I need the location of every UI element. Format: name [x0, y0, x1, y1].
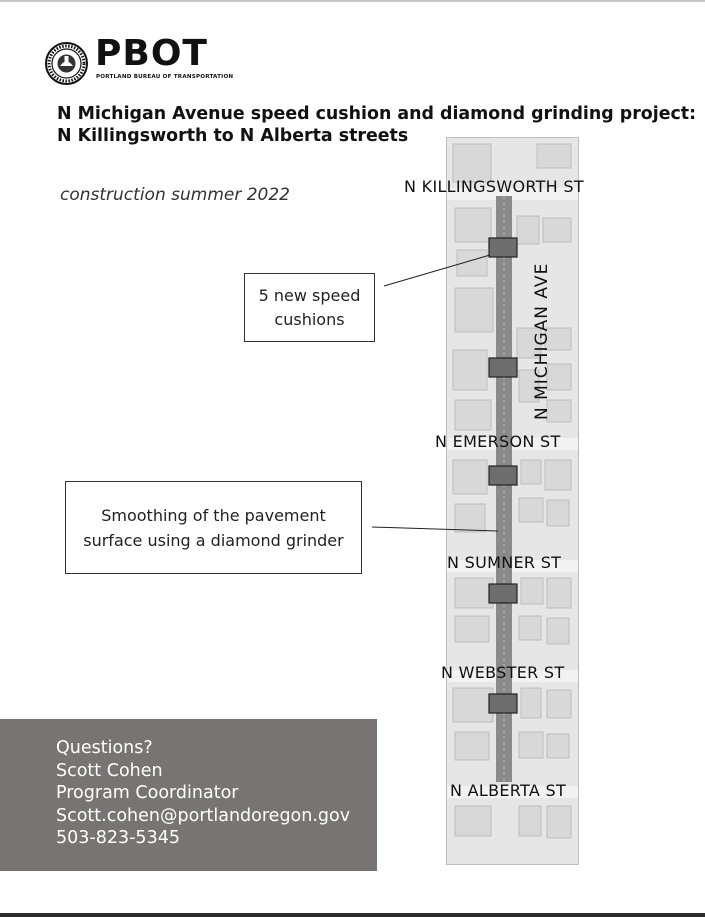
title-line-1: N Michigan Avenue speed cushion and diamond grinding project:: [57, 104, 697, 124]
city-seal-icon: [45, 42, 88, 85]
top-rule: [0, 0, 705, 2]
page-title: [57, 103, 697, 147]
project-map: [446, 137, 579, 865]
speed-cushion: [489, 358, 517, 377]
title-line-2: N Killingsworth to N Alberta streets: [57, 126, 409, 146]
contact-phone[interactable]: 503-823-5345: [56, 828, 180, 848]
contact-name: Scott Cohen: [56, 760, 163, 781]
map-graphic: [447, 138, 578, 864]
speed-cushion: [489, 238, 517, 257]
contact-role: Program Coordinator: [56, 783, 239, 803]
label-sumner: N SUMNER ST: [447, 553, 562, 572]
label-emerson: N EMERSON ST: [435, 432, 561, 451]
construction-note: construction summer 2022: [60, 185, 290, 205]
brand-subtitle: PORTLAND BUREAU OF TRANSPORTATION: [96, 74, 234, 80]
callout-cushion-line-2: cushions: [274, 309, 345, 329]
speed-cushion: [489, 466, 517, 485]
speed-cushion: [489, 584, 517, 603]
callout-grinding-line-2: surface using a diamond grinder: [83, 530, 344, 550]
bottom-rule: [0, 913, 705, 917]
contact-email[interactable]: Scott.cohen@portlandoregon.gov: [56, 805, 351, 826]
label-webster: N WEBSTER ST: [441, 663, 565, 682]
contact-panel: [0, 719, 377, 871]
brand-wordmark: PBOT: [95, 33, 208, 74]
label-killingsworth: N KILLINGSWORTH ST: [404, 177, 584, 196]
pbot-logo: [45, 33, 234, 86]
label-alberta: N ALBERTA ST: [450, 781, 567, 800]
grinding-callout: [65, 481, 362, 574]
speed-cushion-callout: [244, 273, 375, 342]
callout-grinding-line-1: Smoothing of the pavement: [101, 505, 326, 525]
contact-heading: Questions?: [56, 738, 153, 758]
label-michigan-ave: N MICHIGAN AVE: [532, 262, 552, 420]
callout-cushion-line-1: 5 new speed: [258, 285, 361, 305]
speed-cushion: [489, 694, 517, 713]
